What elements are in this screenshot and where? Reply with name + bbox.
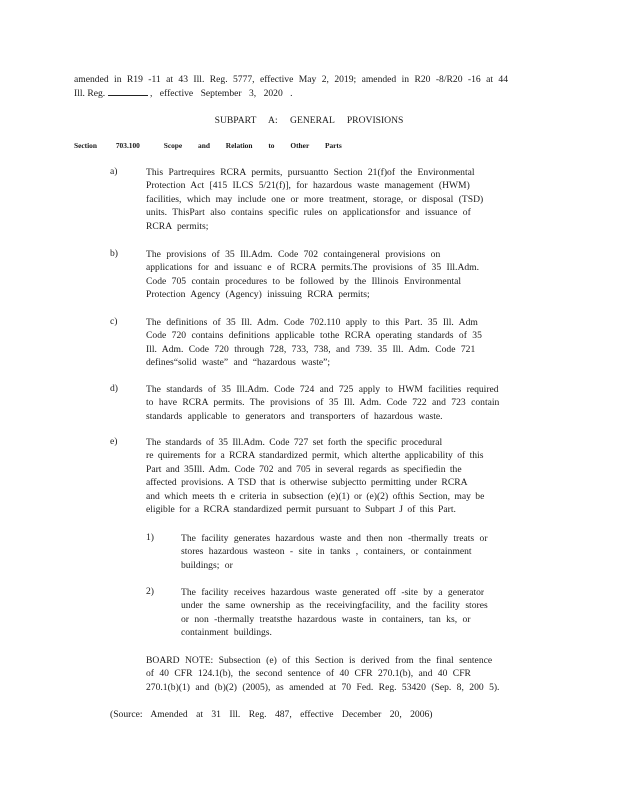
item-b-line: Code 705 contain procedures to be followed by the Illinois Environmental bbox=[146, 275, 462, 287]
item-e-line: re quirements for a RCRA standardized permit, which alterthe applicability of this bbox=[146, 450, 484, 462]
subitem-1-line: The facility generates hazardous waste and then non -thermally treats or bbox=[181, 533, 488, 544]
item-c-line: The definitions of 35 Ill. Adm. Code 702.110 apply to this Part. 35 Ill. Adm bbox=[146, 317, 478, 328]
board-note bbox=[146, 654, 538, 694]
item-d-line: The standards of 35 Ill.Adm. Code 724 and 725 apply to HWM facilities required bbox=[146, 384, 499, 395]
section-label: Section bbox=[74, 141, 97, 150]
amendment-line-2-prefix: Ill. Reg. bbox=[74, 88, 106, 100]
item-c-line: Ill. Adm. Code 720 through 728, 733, 738, and 739. 35 Ill. Adm. Code 721 bbox=[146, 343, 476, 355]
item-e-line: eligible for a RCRA standardized permit pursuant to Subpart J of this Part. bbox=[146, 504, 456, 516]
item-b bbox=[146, 248, 518, 302]
board-note-line: BOARD NOTE: Subsection (e) of this Section is derived from the final sentence bbox=[146, 655, 493, 666]
amendment-history bbox=[74, 73, 552, 101]
subitem-2-line: containment buildings. bbox=[181, 627, 272, 639]
subitem-2 bbox=[181, 586, 529, 640]
item-d-line: to have RCRA permits. The provisions of 35 Ill. Adm. Code 722 and 723 contain bbox=[146, 397, 500, 409]
amendment-line-1: amended in R19 -11 at 43 Ill. Reg. 5777, effective May 2, 2019; amended in R20 -8/R20 -16 at 44 bbox=[74, 74, 509, 85]
section-number: 703.100 bbox=[115, 141, 140, 150]
subitem-2-line: The facility receives hazardous waste generated off -site by a generator bbox=[181, 587, 485, 598]
item-b-line: Protection Agency (Agency) inissuing RCRA permits; bbox=[146, 289, 370, 301]
item-d bbox=[146, 383, 536, 423]
item-label-e: e) bbox=[110, 436, 118, 447]
item-a-line: Protection Act [415 ILCS 5/21(f)], for hazardous waste management (HWM) bbox=[146, 180, 470, 192]
item-c bbox=[146, 316, 532, 370]
item-d-line: standards applicable to generators and transporters of hazardous waste. bbox=[146, 410, 443, 422]
subitem-label-2: 2) bbox=[146, 586, 154, 597]
amendment-line-2-suffix: , effective September 3, 2020 . bbox=[150, 88, 293, 100]
item-e-line: affected provisions. A TSD that is otherwise subjectto permitting under RCRA bbox=[146, 477, 468, 489]
item-e bbox=[146, 436, 538, 516]
item-label-c: c) bbox=[110, 316, 118, 327]
subitem-label-1: 1) bbox=[146, 532, 154, 543]
item-a bbox=[146, 166, 518, 233]
item-e-line: The standards of 35 Ill.Adm. Code 727 set forth the specific procedural bbox=[146, 437, 443, 448]
section-title: Scope and Relation to Other Parts bbox=[163, 141, 342, 150]
item-label-a: a) bbox=[110, 166, 118, 177]
item-a-line: facilities, which may include one or more treatment, storage, or disposal (TSD) bbox=[146, 193, 484, 205]
item-b-line: The provisions of 35 Ill.Adm. Code 702 containgeneral provisions on bbox=[146, 249, 441, 260]
item-e-line: and which meets th e criteria in subsection (e)(1) or (e)(2) ofthis Section, may be bbox=[146, 490, 485, 502]
section-heading bbox=[74, 141, 342, 150]
item-e-line: Part and 35Ill. Adm. Code 702 and 705 in several regards as specifiedin the bbox=[146, 463, 462, 475]
item-label-b: b) bbox=[110, 248, 118, 259]
blank-reg-page bbox=[108, 86, 148, 96]
subitem-1-line: stores hazardous wasteon - site in tanks , containers, or containment bbox=[181, 546, 472, 558]
item-c-line: defines“solid waste” and “hazardous waste”; bbox=[146, 357, 331, 369]
item-a-line: RCRA permits; bbox=[146, 220, 209, 232]
board-note-line: of 40 CFR 124.1(b), the second sentence of 40 CFR 270.1(b), and 40 CFR bbox=[146, 668, 471, 680]
subitem-2-line: or non -thermally treatsthe hazardous waste in containers, tan ks, or bbox=[181, 613, 471, 625]
board-note-line: 270.1(b)(1) and (b)(2) (2005), as amended at 70 Fed. Reg. 53420 (Sep. 8, 200 5). bbox=[146, 681, 500, 693]
source-note: (Source: Amended at 31 Ill. Reg. 487, effective December 20, 2006) bbox=[110, 709, 433, 720]
subitem-1-line: buildings; or bbox=[181, 559, 233, 571]
item-b-line: applications for and issuanc e of RCRA permits.The provisions of 35 Ill.Adm. bbox=[146, 262, 480, 274]
subitem-1 bbox=[181, 532, 526, 572]
subpart-heading: SUBPART A: GENERAL PROVISIONS bbox=[214, 115, 404, 126]
amendment-line-2 bbox=[74, 86, 552, 100]
item-a-line: units. ThisPart also contains specific rules on applicationsfor and issuance of bbox=[146, 207, 471, 219]
item-label-d: d) bbox=[110, 383, 118, 394]
item-a-line: This Partrequires RCRA permits, pursuantto Section 21(f)of the Environmental bbox=[146, 167, 475, 178]
item-c-line: Code 720 contains definitions applicable tothe RCRA operating standards of 35 bbox=[146, 330, 482, 342]
subitem-2-line: under the same ownership as the receivingfacility, and the facility stores bbox=[181, 600, 488, 612]
